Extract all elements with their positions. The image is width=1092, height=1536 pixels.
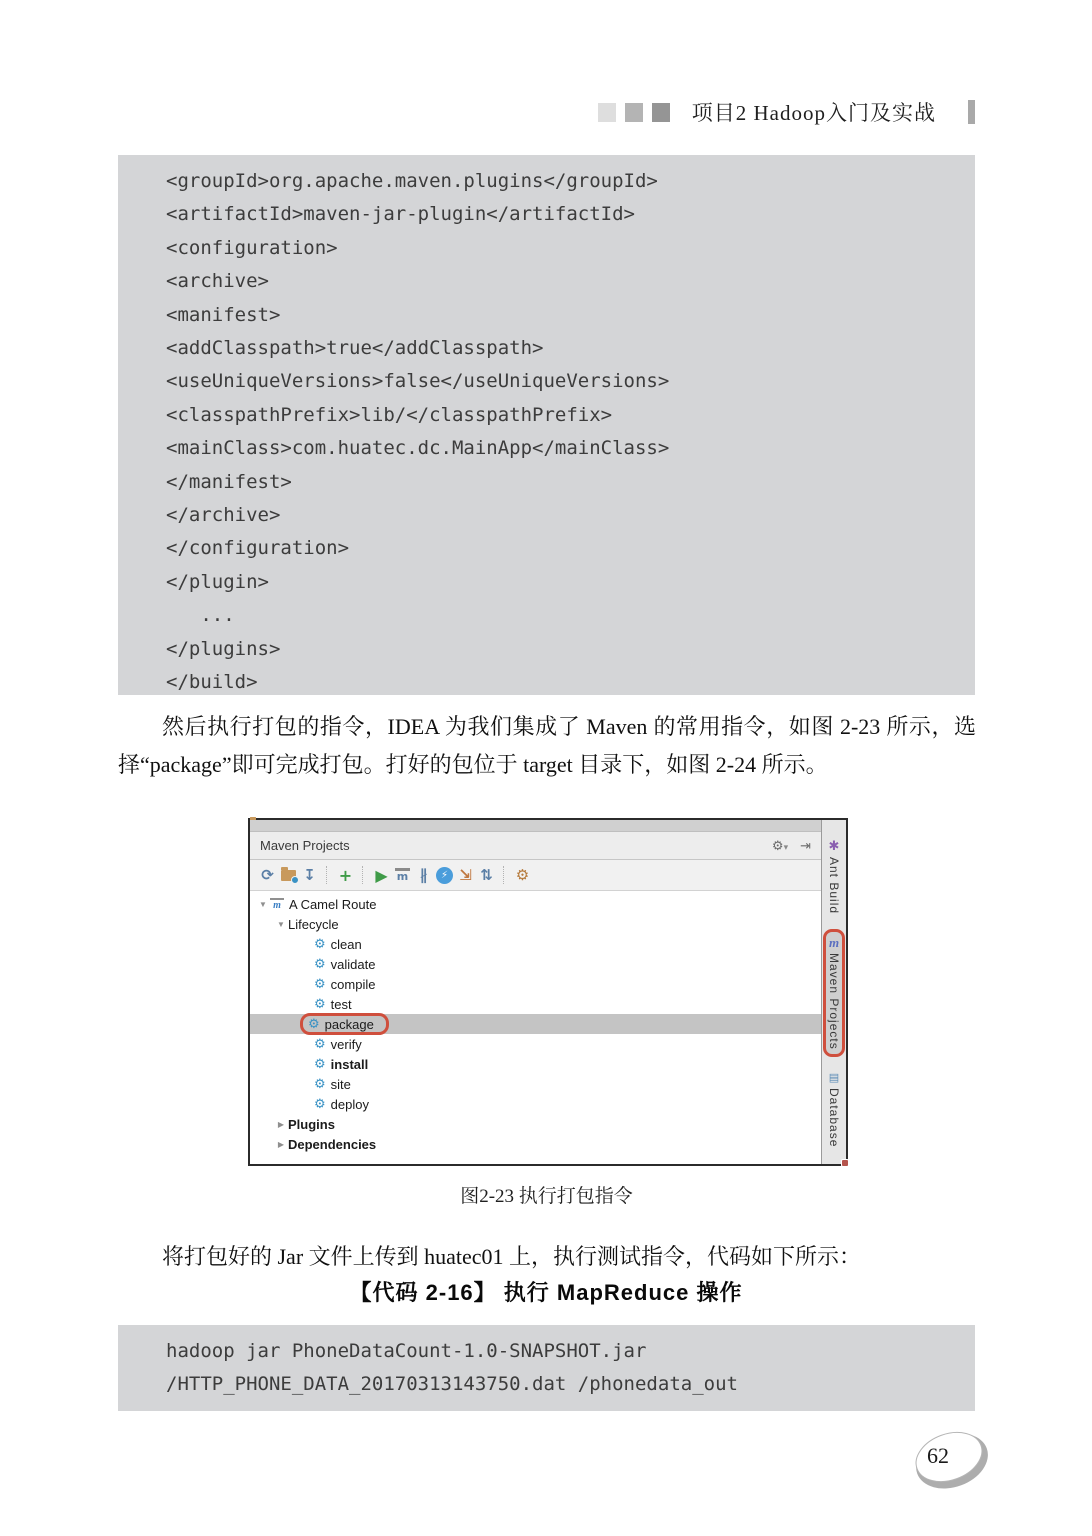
hide-panel-icon[interactable]: ⇥ [800, 837, 811, 853]
package-highlight: ⚙ package [300, 1013, 389, 1035]
chevron-expanded-icon[interactable]: ▼ [259, 899, 267, 909]
collapse-all-icon[interactable]: ⇅ [480, 866, 493, 884]
tree-item-package[interactable] [250, 1014, 821, 1034]
code-line: <artifactId>maven-jar-plugin</artifactId> [166, 203, 635, 226]
code-block-hadoop [118, 1325, 975, 1411]
goal-gear-icon: ⚙ [314, 976, 326, 992]
tree-item-clean[interactable]: ⚙ clean [314, 936, 362, 952]
code-line: <manifest> [166, 303, 281, 326]
decor-square [652, 103, 670, 122]
tree-item-verify[interactable]: ⚙ verify [314, 1036, 362, 1052]
code-line: </configuration> [166, 537, 350, 560]
goal-gear-icon: ⚙ [314, 1056, 326, 1072]
tree-item-install[interactable]: ⚙ install [314, 1056, 369, 1072]
goal-gear-icon: ⚙ [314, 1076, 326, 1092]
decor-squares [598, 103, 670, 122]
panel-toolbar [250, 860, 821, 891]
panel-top-strip [250, 820, 821, 832]
tool-window-bar [821, 820, 846, 1164]
maven-run-icon[interactable]: m [396, 869, 409, 883]
chevron-collapsed-icon[interactable]: ▶ [277, 1119, 285, 1129]
code-line: <archive> [166, 270, 269, 293]
maven-settings-icon[interactable]: ⚙ [515, 866, 530, 884]
code-line: <configuration> [166, 236, 338, 259]
skip-tests-icon[interactable]: ∦ [419, 866, 428, 884]
code-line: <mainClass>com.huatec.dc.MainApp</mainClass> [166, 437, 670, 460]
code-line: <groupId>org.apache.maven.plugins</groupId> [166, 170, 658, 192]
tree-item-project[interactable]: ▼ m A Camel Route [250, 894, 821, 914]
code-listing-heading: 【代码 2-16】 执行 MapReduce 操作 [349, 1280, 743, 1305]
page-number: 62 [927, 1443, 949, 1468]
panel-settings-icon[interactable] [772, 838, 788, 854]
tree-item-dependencies[interactable]: ▶ Dependencies [250, 1134, 821, 1154]
decor-square [598, 103, 616, 122]
chevron-down-icon: ▾ [783, 841, 789, 852]
body-paragraph: 然后执行打包的指令，IDEA 为我们集成了 Maven 的常用指令，如图 2-23 所示，选择“package”即可完成打包。打好的包位于 target 目录下，如图 2-24 所示。 [118, 714, 976, 777]
maven-tree [250, 891, 821, 1164]
lightning-icon: ⚡ [440, 869, 449, 881]
code-line: ... [166, 604, 235, 627]
page-number-badge [910, 1428, 994, 1494]
tree-item-deploy[interactable]: ⚙ deploy [314, 1096, 369, 1112]
download-sources-icon[interactable]: ↧ [303, 866, 316, 884]
goal-gear-icon: ⚙ [314, 956, 326, 972]
figure-caption: 图2-23 执行打包指令 [460, 1186, 633, 1207]
run-icon[interactable]: ▶ [375, 865, 388, 885]
decor-bar [968, 100, 975, 124]
code-line: </plugins> [166, 637, 281, 660]
tree-item-compile[interactable]: ⚙ compile [314, 976, 376, 992]
panel-title: Maven Projects [260, 838, 350, 853]
generate-sources-icon[interactable] [281, 870, 296, 881]
toolbar-separator [362, 866, 368, 884]
ant-icon: ✱ [828, 839, 840, 854]
code-line: </archive> [166, 504, 281, 527]
chevron-expanded-icon[interactable]: ▼ [277, 919, 285, 929]
swoosh-decoration [910, 1428, 994, 1494]
code-line: <classpathPrefix>lib/</classpathPrefix> [166, 403, 613, 426]
goal-gear-icon: ⚙ [314, 1036, 326, 1052]
goal-gear-icon: ⚙ [308, 1016, 320, 1032]
chapter-title: 项目2 Hadoop入门及实战 [691, 101, 936, 125]
tree-item-lifecycle[interactable]: ▼ Lifecycle [250, 914, 821, 934]
tree-item-plugins[interactable]: ▶ Plugins [250, 1114, 821, 1134]
code-line: /HTTP_PHONE_DATA_20170313143750.dat /phonedata_out [166, 1373, 738, 1396]
code-line: <addClasspath>true</addClasspath> [166, 337, 544, 360]
toolbar-separator [326, 866, 332, 884]
folder-refresh-badge [291, 876, 299, 884]
panel-main [250, 820, 821, 1164]
page-header [598, 97, 975, 127]
tree-item-site[interactable]: ⚙ site [314, 1076, 351, 1092]
expand-all-icon[interactable]: ⇲ [459, 866, 472, 884]
database-icon: ▤ [828, 1070, 840, 1084]
code-line: hadoop jar PhoneDataCount-1.0-SNAPSHOT.jar [166, 1340, 647, 1362]
folder-badge [841, 1159, 849, 1167]
body-paragraph: 将打包好的 Jar 文件上传到 huatec01 上，执行测试指令，代码如下所示： [162, 1244, 862, 1269]
goal-gear-icon: ⚙ [314, 936, 326, 952]
add-profile-icon[interactable]: + [338, 865, 353, 885]
decor-square [625, 103, 643, 122]
reimport-icon[interactable]: ⟳ [261, 866, 274, 884]
maven-projects-panel [248, 818, 848, 1166]
code-line: <useUniqueVersions>false</useUniqueVersions> [166, 370, 670, 393]
maven-module-icon: m [270, 898, 284, 911]
code-line: </build> [166, 671, 258, 694]
code-block-pom [118, 155, 975, 695]
code-line: </plugin> [166, 570, 269, 593]
goal-gear-icon: ⚙ [314, 996, 326, 1012]
tree-item-validate[interactable]: ⚙ validate [314, 956, 376, 972]
chevron-collapsed-icon[interactable]: ▶ [277, 1139, 285, 1149]
tab-ant-build[interactable]: ✱ Ant Build [827, 839, 841, 915]
gear-icon: ⚙ [771, 837, 784, 853]
execute-goal-icon[interactable] [436, 867, 453, 884]
goal-gear-icon: ⚙ [314, 1096, 326, 1112]
tab-maven-projects[interactable]: m Maven Projects [823, 929, 845, 1057]
code-line: </manifest> [166, 470, 292, 493]
maven-icon: m [828, 935, 840, 951]
tab-database[interactable]: ▤ Database [827, 1070, 841, 1148]
tree-item-test[interactable]: ⚙ test [314, 996, 352, 1012]
panel-header [250, 832, 821, 860]
toolbar-separator [503, 866, 509, 884]
